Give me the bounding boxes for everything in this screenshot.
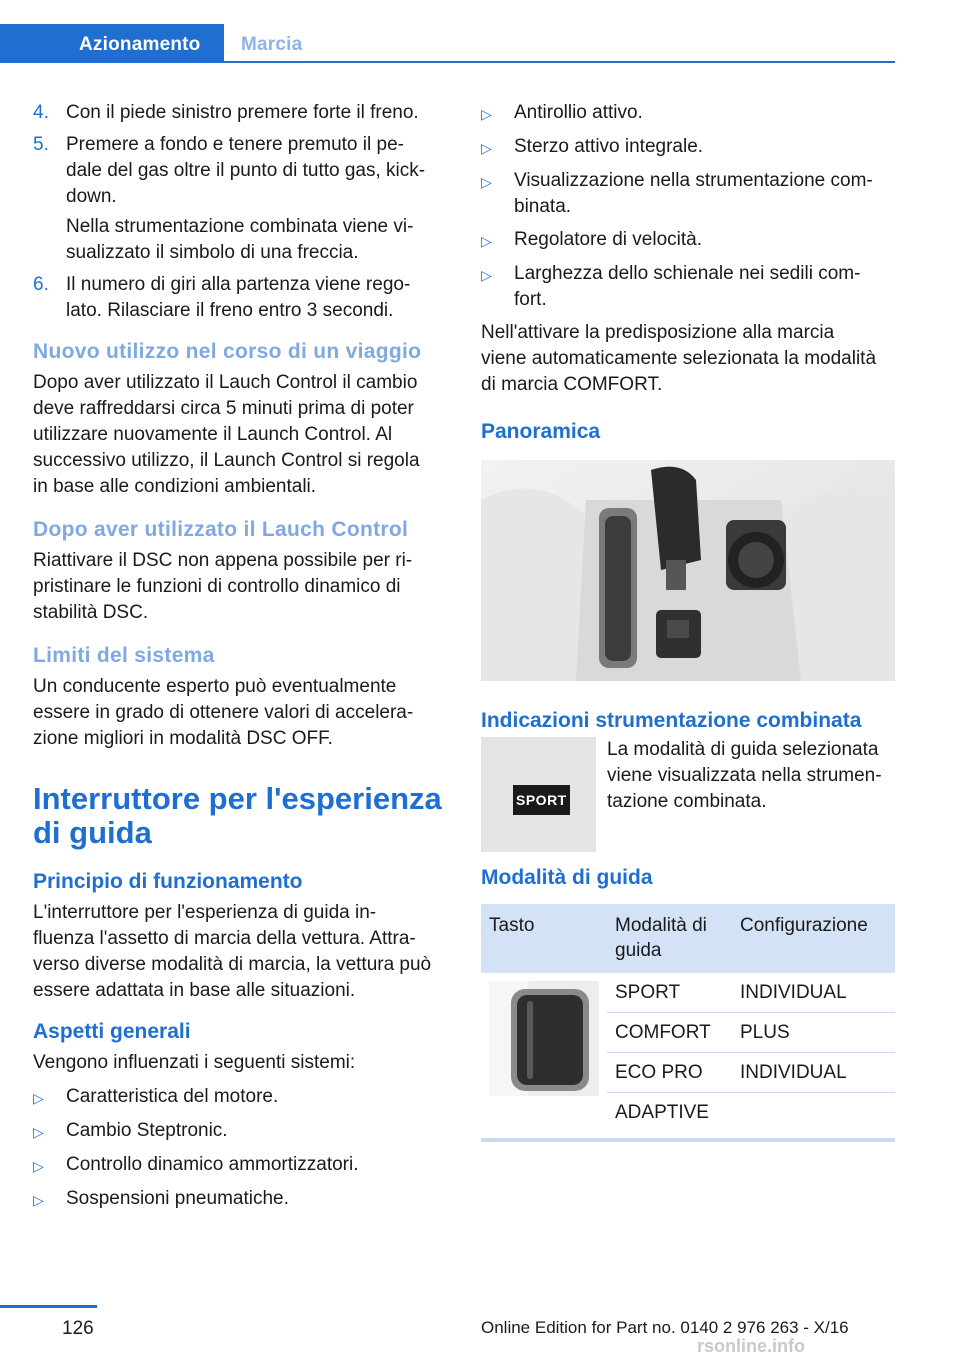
paragraph-indicazioni: La modalità di guida selezionata viene visualizzata nella strumen- tazione combinata. xyxy=(607,739,882,812)
paragraph-principio: L'interruttore per l'esperienza di guida in- fluenza l'assetto di marcia della vettura. Attra- verso diverse modalità di marcia, la vettura può essere adattata in base alle situazioni. xyxy=(33,902,432,1001)
driving-modes-table xyxy=(481,904,895,1138)
step-5-note: Nella strumentazione combinata viene vi- sualizzato il simbolo di una freccia. xyxy=(66,216,414,263)
header-tab-marcia[interactable]: Marcia xyxy=(241,34,303,55)
triangle-bullet-icon: ▷ xyxy=(481,106,492,122)
column-header: Configurazione xyxy=(732,904,895,973)
list-item: ▷ Larghezza dello schienale nei sedili com- fort. xyxy=(481,261,895,313)
right-column xyxy=(481,100,895,1142)
paragraph-nuovo-utilizzo: Dopo aver utilizzato il Lauch Control il cambio deve raffreddarsi circa 5 minuti prima di poter utilizzare nuovamente il Launch Control. Al successivo utilizzo, il Launch Control si regola in base alle condizioni ambientali. xyxy=(33,372,420,497)
column-header: Modalità di guida xyxy=(607,904,732,973)
triangle-bullet-icon: ▷ xyxy=(33,1158,44,1174)
step-number: 6. xyxy=(33,274,49,295)
mode-cell: ECO PRO xyxy=(607,1053,732,1093)
step-5 xyxy=(33,132,453,210)
heading-panoramica: Panoramica xyxy=(481,420,601,443)
mode-cell: ADAPTIVE xyxy=(615,1102,709,1123)
list-item: ▷ Regolatore di velocità. xyxy=(481,227,895,254)
heading-principio: Principio di funzionamento xyxy=(33,870,303,893)
config-cell: INDIVIDUAL xyxy=(732,1053,895,1093)
list-item: ▷ Visualizzazione nella strumentazione com- binata. xyxy=(481,168,895,220)
header-rule xyxy=(0,61,895,63)
heading-modalita: Modalità di guida xyxy=(481,866,653,889)
config-cell xyxy=(732,1093,895,1139)
instrument-display-image xyxy=(481,737,596,852)
list-item: ▷ Sterzo attivo integrale. xyxy=(481,134,895,161)
footer-rule xyxy=(0,1305,97,1308)
instrument-display-row xyxy=(481,737,895,852)
switch-illustration xyxy=(489,981,599,1096)
paragraph-limiti-sistema: Un conducente esperto può eventualmente essere in grado di ottenere valori di accelera- zione migliori in modalità DSC OFF. xyxy=(33,676,414,749)
triangle-bullet-icon: ▷ xyxy=(33,1090,44,1106)
column-header: Tasto xyxy=(481,904,607,973)
triangle-bullet-icon: ▷ xyxy=(33,1124,44,1140)
table-row xyxy=(481,973,895,1013)
triangle-bullet-icon: ▷ xyxy=(481,267,492,283)
mode-cell: COMFORT xyxy=(607,1013,732,1053)
heading-indicazioni: Indicazioni strumentazione combinata xyxy=(481,709,862,732)
paragraph-intro: Nell'attivare la predisposizione alla marcia viene automaticamente selezionata la modalità di marcia COMFORT. xyxy=(481,322,877,395)
list-item: ▷ Cambio Steptronic. xyxy=(33,1118,453,1145)
step-number: 4. xyxy=(33,102,49,123)
config-cell: INDIVIDUAL xyxy=(732,973,895,1013)
list-item: ▷ Sospensioni pneumatiche. xyxy=(33,1186,453,1213)
step-4 xyxy=(33,100,453,126)
console-photo xyxy=(481,460,895,681)
triangle-bullet-icon: ▷ xyxy=(33,1192,44,1208)
edition-text: Online Edition for Part no. 0140 2 976 263 - X/16 xyxy=(481,1318,849,1337)
driving-experience-switch-image xyxy=(489,981,599,1096)
step-number: 5. xyxy=(33,134,49,155)
triangle-bullet-icon: ▷ xyxy=(481,174,492,190)
step-text: Il numero di giri alla partenza viene rego- lato. Rilasciare il freno entro 3 secondi. xyxy=(66,274,411,321)
triangle-bullet-icon: ▷ xyxy=(481,233,492,249)
button-image-cell xyxy=(481,973,607,1138)
heading-limiti-sistema: Limiti del sistema xyxy=(33,644,215,667)
config-cell: PLUS xyxy=(732,1013,895,1053)
heading-aspetti: Aspetti generali xyxy=(33,1020,191,1043)
watermark: rsonline.info xyxy=(697,1336,805,1356)
heading-dopo-utilizzo: Dopo aver utilizzato il Lauch Control xyxy=(33,518,409,541)
list-item: ▷ Caratteristica del motore. xyxy=(33,1084,453,1111)
table-header-row xyxy=(481,904,895,973)
triangle-bullet-icon: ▷ xyxy=(481,140,492,156)
list-item: ▷ Antirollio attivo. xyxy=(481,100,895,127)
paragraph-dopo-utilizzo: Riattivare il DSC non appena possibile per ri- pristinare le funzioni di controllo dinamico di stabilità DSC. xyxy=(33,550,413,623)
mode-cell: SPORT xyxy=(607,973,732,1013)
heading-nuovo-utilizzo: Nuovo utilizzo nel corso di un viaggio xyxy=(33,340,422,363)
page-number: 126 xyxy=(62,1318,94,1339)
list-item: ▷ Controllo dinamico ammortizzatori. xyxy=(33,1152,453,1179)
heading-interruttore: Interruttore per l'esperienza di guida xyxy=(33,781,442,850)
center-console-illustration xyxy=(481,460,895,681)
paragraph-aspetti: Vengono influenzati i seguenti sistemi: xyxy=(33,1052,356,1073)
left-column xyxy=(33,100,453,1220)
table-bottom-rule xyxy=(481,1138,895,1142)
sport-badge: SPORT xyxy=(513,785,570,815)
step-text: Premere a fondo e tenere premuto il pe- dale del gas oltre il punto di tutto gas, kick- down. xyxy=(66,134,426,207)
header-tab-azionamento[interactable]: Azionamento xyxy=(0,24,224,63)
step-text: Con il piede sinistro premere forte il freno. xyxy=(66,102,419,123)
step-6 xyxy=(33,272,453,324)
